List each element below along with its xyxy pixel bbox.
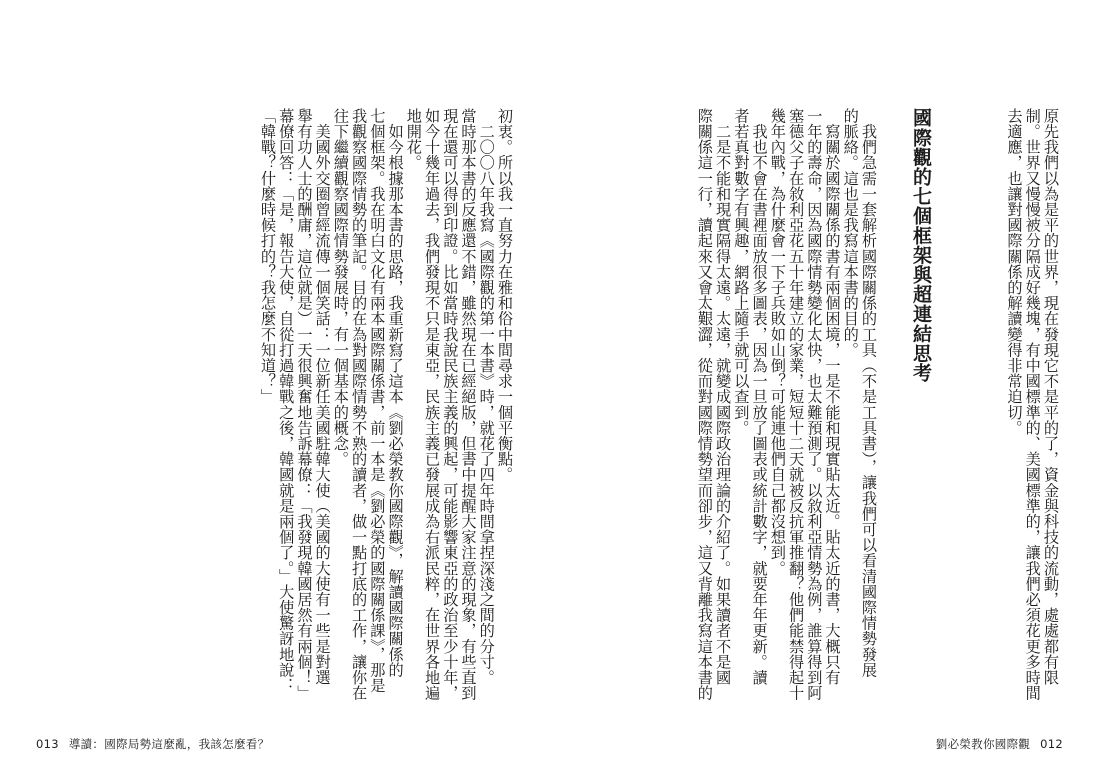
section-heading: 國際觀的七個框架與超連結思考 — [910, 108, 932, 383]
text-line: 當時那本書的反應還不錯，雖然現在已經絕版，但書中提醒大家注意的現象，有些直到 — [459, 108, 478, 701]
body-text — [683, 108, 878, 708]
text-line: 舉有功人士的酬庸，這位就是）一天很興奮地告訴幕僚：「我發現韓國居然有兩個！」 — [295, 108, 314, 701]
text-line: 的脈絡。這也是我寫這本書的目的。 — [841, 108, 860, 358]
page-number: 012 — [1040, 737, 1063, 751]
intro-text — [1000, 108, 1060, 708]
text-line: 我觀察國際情勢的筆記。目的在為對國際情勢不熟的讀者，做一點打底的工作，讓你在 — [350, 108, 369, 701]
page-number: 013 — [36, 737, 59, 751]
running-head: 導讀：國際局勢這麼亂，我該怎麼看？ — [68, 737, 270, 751]
text-line: 初衷。所以我一直努力在雅和俗中間尋求一個平衡點。 — [496, 108, 514, 483]
right-page — [550, 0, 1100, 781]
text-line: 如今根據那本書的思路，我重新寫了這本《劉必榮教你國際觀》，解讀國際關係的 — [386, 108, 405, 678]
text-line: 我也不會在書裡面放很多圖表，因為一旦放了圖表或統計數字，就要年年更新。讀 — [750, 108, 769, 686]
text-line: 如今十幾年過去，我們發現不只是東亞，民族主義已發展成為右派民粹，在世界各地遍 — [423, 108, 442, 701]
text-line: 幕僚回答：「是，報告大使，自從打過韓戰之後，韓國就是兩個了。」大使驚訝地說： — [277, 108, 296, 694]
running-head: 劉必榮教你國際觀 — [935, 737, 1031, 751]
text-line: 「韓戰？什麼時候打的？我怎麼不知道？」 — [258, 108, 277, 405]
text-line: 美國外交圈曾經流傳一個笑話：一位新任美國駐韓大使（美國的大使有一些是對選 — [313, 108, 332, 686]
text-line: 去適應，也讓對國際關係的解讀變得非常迫切。 — [1005, 108, 1024, 436]
text-line: 一年的壽命，因為國際情勢變化太快，也太難預測了。以敘利亞情勢為例，誰算得到阿 — [805, 108, 824, 701]
text-line: 制。世界又慢慢被分隔成好幾塊，有中國標準的、美國標準的，讓我們必須花更多時間 — [1023, 108, 1042, 701]
right-footer — [936, 736, 1063, 752]
text-line: 寫關於國際關係的書有兩個困境，一是不能和現實貼太近。貼太近的書，大概只有 — [823, 108, 842, 686]
text-line: 際關係這一行，讀起來又會太艱澀，從而對國際情勢望而卻步，這又背離我寫這本書的 — [695, 108, 714, 701]
text-line: 者若真對數字有興趣，網路上隨手就可以查到。 — [732, 108, 751, 436]
text-line: 地開花。 — [404, 108, 423, 171]
text-line: 往下繼續觀察國際情勢發展時，有一個基本的概念。 — [331, 108, 350, 467]
left-footer — [36, 736, 269, 752]
text-line: 原先我們以為是平的世界，現在發現它不是平的了，資金與科技的流動，處處都有限 — [1042, 108, 1060, 686]
body-text — [242, 108, 514, 708]
text-line: 七個框架。我在明白文化有兩本國際關係書，前一本是《劉必榮的國際關係課》，那是 — [368, 108, 387, 694]
text-line: 二是不能和現實隔得太遠。太遠，就變成國際政治理論的介紹了。如果讀者不是國 — [714, 108, 733, 686]
text-line: 幾年內戰，為什麼會一下子兵敗如山倒？可能連他們自己都沒想到。 — [768, 108, 787, 576]
text-line: 二〇〇八年我寫《國際觀的第一本書》時，就花了四年時間拿捏深淺之間的分寸。 — [477, 108, 496, 686]
text-line: 我們急需一套解析國際關係的工具（不是工具書），讓我們可以看清國際情勢發展 — [860, 108, 878, 678]
text-line: 現在還可以得到印證。比如當時我說民族主義的興起，可能影響東亞的政治至少十年， — [441, 108, 460, 701]
text-line: 塞德父子在敘利亞花五十年建立的家業，短短十二天就被反抗軍推翻？他們能禁得起十 — [787, 108, 806, 701]
